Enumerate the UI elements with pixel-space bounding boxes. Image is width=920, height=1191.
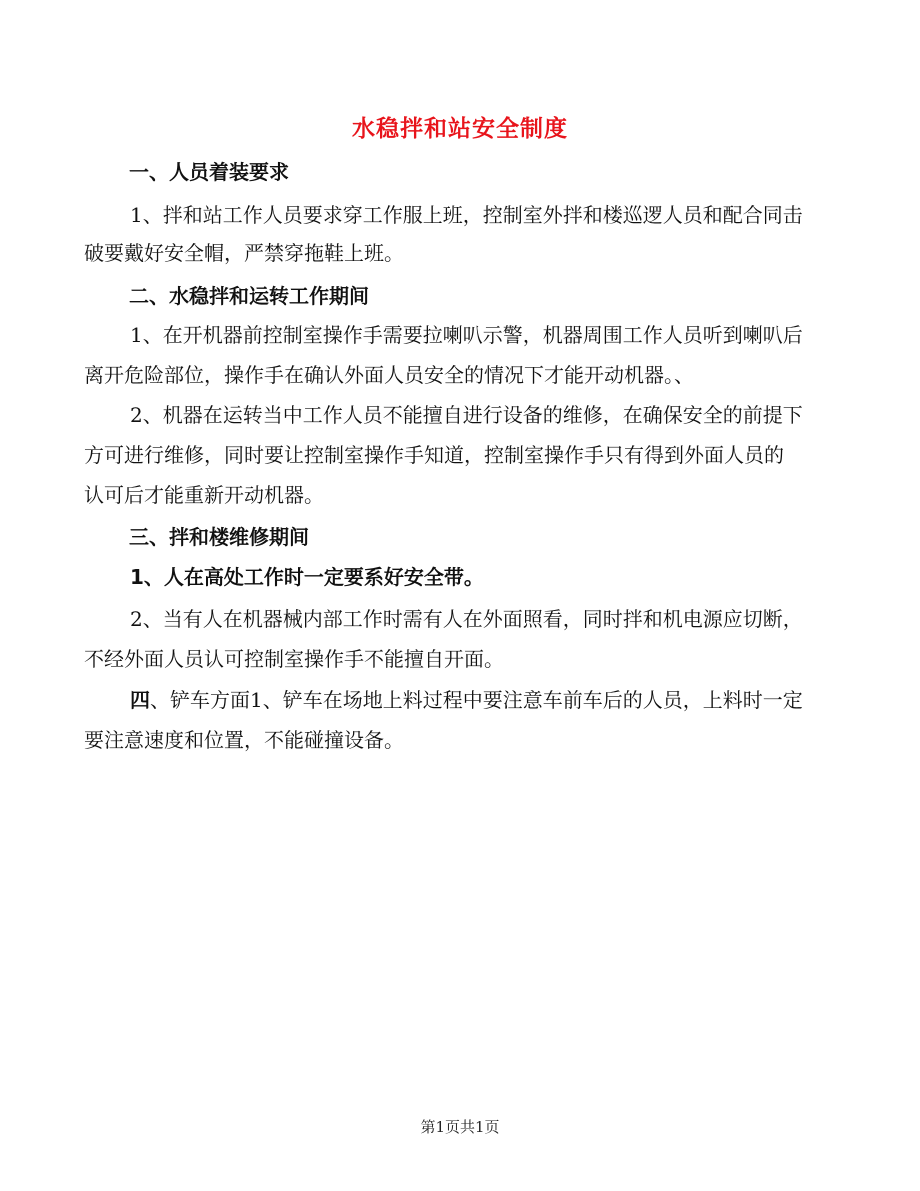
paragraph-line: 破要戴好安全帽，严禁穿拖鞋上班。 — [84, 241, 404, 265]
paragraph-line: 1、在开机器前控制室操作手需要拉喇叭示警，机器周围工作人员听到喇叭后 — [130, 323, 803, 347]
section-heading-4: 四 — [130, 688, 150, 712]
paragraph-text: 、铲车方面1、铲车在场地上料过程中要注意车前车后的人员，上料时一定 — [150, 688, 803, 712]
section-heading-2: 二、水稳拌和运转工作期间 — [129, 284, 369, 308]
section-4-first-line — [130, 688, 803, 712]
paragraph-line: 认可后才能重新开动机器。 — [84, 483, 324, 507]
paragraph-line: 2、机器在运转当中工作人员不能擅自进行设备的维修，在确保安全的前提下 — [130, 403, 803, 427]
document-title: 水稳拌和站安全制度 — [352, 116, 568, 142]
paragraph-line: 1、拌和站工作人员要求穿工作服上班，控制室外拌和楼巡逻人员和配合同击 — [130, 203, 803, 227]
section-heading-3: 三、拌和楼维修期间 — [129, 525, 309, 549]
paragraph-line: 方可进行维修，同时要让控制室操作手知道，控制室操作手只有得到外面人员的 — [84, 443, 784, 467]
paragraph-line-bold: 1、人在高处工作时一定要系好安全带。 — [130, 565, 484, 589]
page-footer: 第1页共1页 — [420, 1118, 500, 1136]
paragraph-line: 不经外面人员认可控制室操作手不能擅自开面。 — [84, 647, 504, 671]
paragraph-line: 2、当有人在机器械内部工作时需有人在外面照看，同时拌和机电源应切断， — [130, 607, 803, 631]
paragraph-line: 离开危险部位，操作手在确认外面人员安全的情况下才能开动机器。、 — [84, 363, 694, 387]
section-heading-1: 一、人员着装要求 — [129, 160, 289, 184]
paragraph-line: 要注意速度和位置，不能碰撞设备。 — [84, 728, 404, 752]
